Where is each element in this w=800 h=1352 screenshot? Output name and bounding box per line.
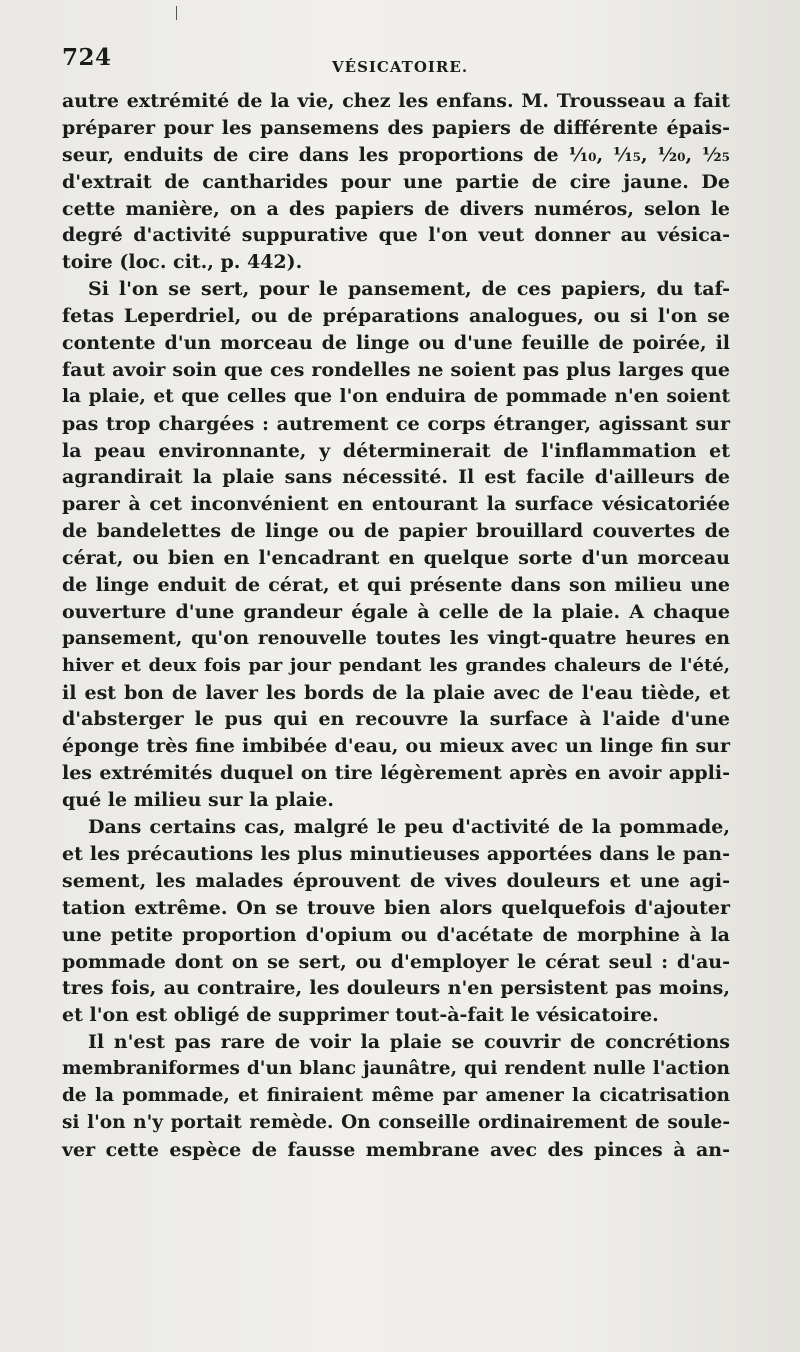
- text-line: Il n'est pas rare de voir la plaie se couvrir de concrétions: [88, 1031, 730, 1054]
- page-number: 724: [62, 44, 112, 71]
- text-line: Dans certains cas, malgré le peu d'activité de la pommade,: [88, 816, 730, 839]
- running-head: VÉSICATOIRE.: [332, 58, 469, 76]
- text-line: il est bon de laver les bords de la plaie avec de l'eau tiède, et: [62, 681, 730, 704]
- text-line: degré d'activité suppurative que l'on veut donner au vésica-: [62, 224, 730, 247]
- text-line: Si l'on se sert, pour le pansement, de ces papiers, du taf-: [88, 278, 730, 301]
- text-line: d'absterger le pus qui en recouvre la surface à l'aide d'une: [62, 708, 730, 731]
- text-line: les extrémités duquel on tire légèrement après en avoir appli-: [62, 762, 730, 785]
- text-line: tation extrême. On se trouve bien alors quelquefois d'ajouter: [62, 896, 730, 919]
- scan-mark: [176, 6, 177, 20]
- text-line: hiver et deux fois par jour pendant les grandes chaleurs de l'été,: [62, 654, 730, 676]
- text-line: pas trop chargées : autrement ce corps étranger, agissant sur: [62, 412, 730, 435]
- text-line: de la pommade, et finiraient même par amener la cicatrisation: [62, 1084, 730, 1106]
- text-line: éponge très fine imbibée d'eau, ou mieux avec un linge fin sur: [62, 735, 730, 758]
- text-line: si l'on n'y portait remède. On conseille ordinairement de soule-: [62, 1111, 730, 1133]
- text-line: seur, enduits de cire dans les proportions de ¹⁄₁₀, ¹⁄₁₅, ¹⁄₂₀, ¹⁄₂₅: [62, 143, 730, 166]
- text-line: préparer pour les pansemens des papiers de différente épais-: [62, 116, 730, 139]
- text-line: tres fois, au contraire, les douleurs n'en persistent pas moins,: [62, 977, 730, 1000]
- text-line: agrandirait la plaie sans nécessité. Il est facile d'ailleurs de: [62, 466, 730, 489]
- text-line: pansement, qu'on renouvelle toutes les vingt-quatre heures en: [62, 627, 730, 649]
- text-line: de linge enduit de cérat, et qui présente dans son milieu une: [62, 574, 730, 597]
- text-line: et l'on est obligé de supprimer tout-à-fait le vésicatoire.: [62, 1004, 659, 1027]
- text-line: qué le milieu sur la plaie.: [62, 789, 335, 812]
- text-line: de bandelettes de linge ou de papier brouillard couvertes de: [62, 520, 730, 543]
- text-line: autre extrémité de la vie, chez les enfans. M. Trousseau a fait: [62, 90, 730, 112]
- text-line: sement, les malades éprouvent de vives douleurs et une agi-: [62, 869, 730, 892]
- text-line: contente d'un morceau de linge ou d'une feuille de poirée, il: [62, 332, 730, 355]
- text-line: membraniformes d'un blanc jaunâtre, qui rendent nulle l'action: [62, 1058, 730, 1080]
- text-line: d'extrait de cantharides pour une partie de cire jaune. De: [62, 170, 730, 193]
- page-header: [62, 44, 730, 78]
- text-line: pommade dont on se sert, ou d'employer le cérat seul : d'au-: [62, 950, 730, 973]
- text-line: toire (loc. cit., p. 442).: [62, 251, 303, 274]
- text-line: fetas Leperdriel, ou de préparations analogues, ou si l'on se: [62, 305, 730, 328]
- body-text: [62, 88, 730, 1164]
- text-line: ver cette espèce de fausse membrane avec des pinces à an-: [62, 1138, 730, 1161]
- text-line: faut avoir soin que ces rondelles ne soient pas plus larges que: [62, 358, 730, 381]
- text-line: cette manière, on a des papiers de divers numéros, selon le: [62, 197, 730, 220]
- text-line: cérat, ou bien en l'encadrant en quelque sorte d'un morceau: [62, 547, 730, 570]
- text-line: ouverture d'une grandeur égale à celle de la plaie. A chaque: [62, 600, 730, 623]
- text-line: parer à cet inconvénient en entourant la surface vésicatoriée: [62, 493, 730, 516]
- text-line: la peau environnante, y déterminerait de l'inflammation et: [62, 439, 730, 462]
- text-line: la plaie, et que celles que l'on enduira de pommade n'en soient: [62, 385, 730, 407]
- text-line: une petite proportion d'opium ou d'acétate de morphine à la: [62, 923, 730, 946]
- text-line: et les précautions les plus minutieuses apportées dans le pan-: [62, 842, 730, 865]
